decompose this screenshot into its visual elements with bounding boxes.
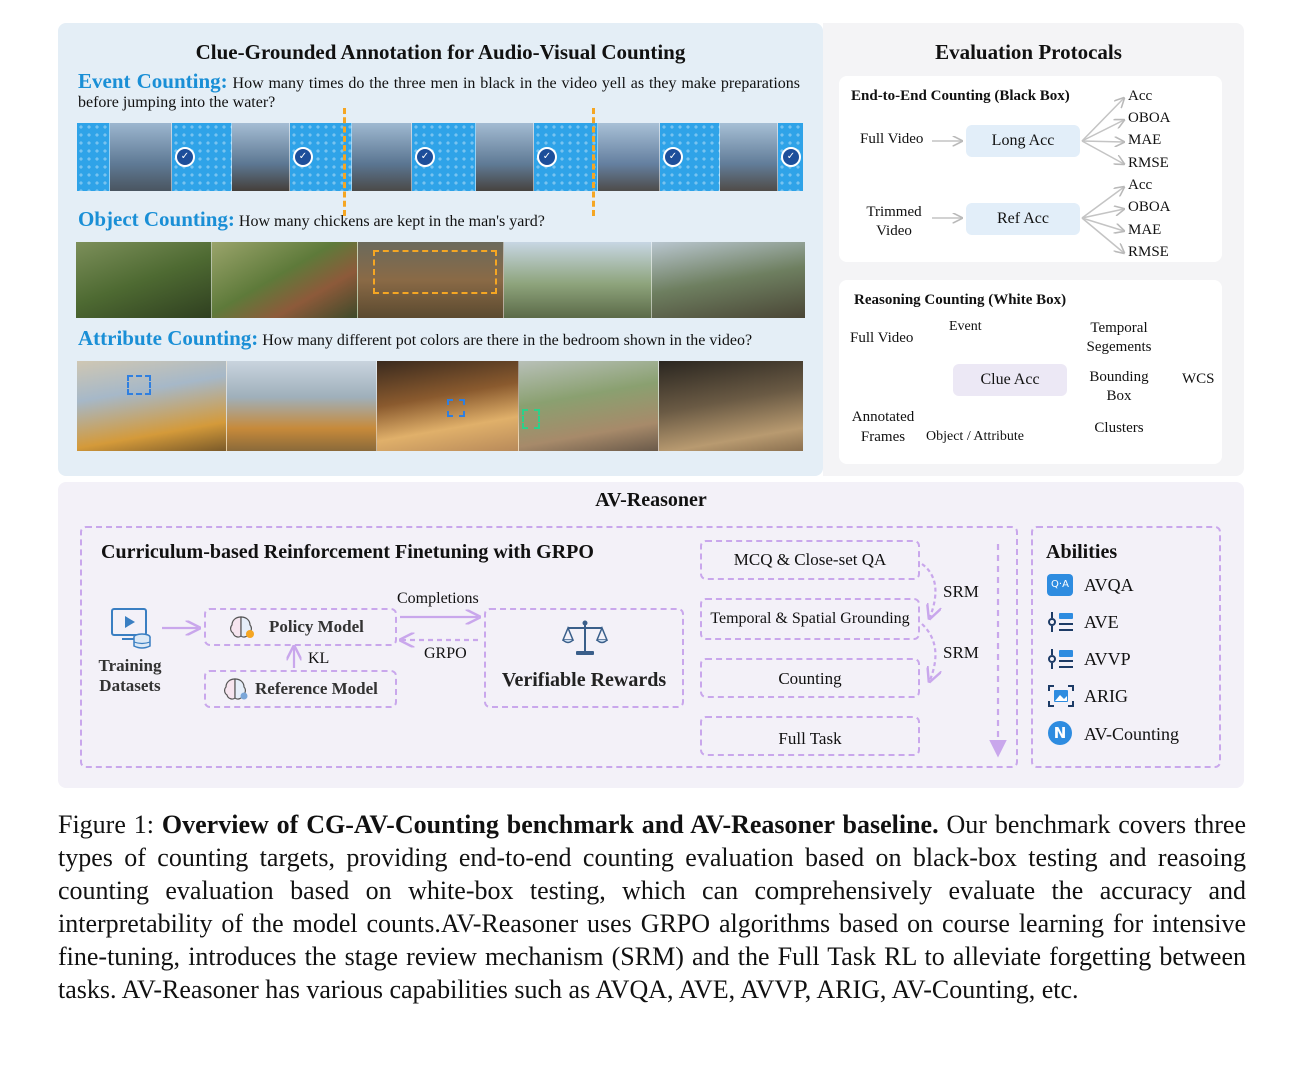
- annotation-title: Clue-Grounded Annotation for Audio-Visual Counting: [195, 40, 686, 64]
- attribute-counting-label: Attribute Counting:: [78, 326, 259, 350]
- edge-label-event: Event: [949, 319, 982, 334]
- stage-counting: Counting: [778, 669, 842, 688]
- trimmed-line1: Trimmed: [866, 204, 922, 220]
- grpo-label: GRPO: [424, 645, 467, 662]
- clue-temporal-line2: Segements: [1086, 339, 1152, 355]
- verifiable-rewards-label: Verifiable Rewards: [501, 669, 667, 691]
- check-icon: ✓: [293, 147, 313, 167]
- object-counting-text: How many chickens are kept in the man's yard?: [238, 213, 545, 230]
- check-icon: ✓: [175, 147, 195, 167]
- check-icon: ✓: [537, 147, 557, 167]
- annotated-frames-input: [846, 407, 920, 447]
- clue-bbox-line2: Box: [1106, 388, 1132, 404]
- event-counting-text: How many times do the three men in black in the video yell as they make preparations before jumping into the water?: [78, 75, 800, 111]
- clue-temporal-line1: Temporal: [1090, 320, 1148, 336]
- metric-rmse: RMSE: [1128, 155, 1169, 171]
- abilities-title: Abilities: [1046, 541, 1118, 563]
- metric-acc: Acc: [1128, 177, 1153, 193]
- object-counting-label: Object Counting:: [78, 207, 235, 231]
- clue-acc-node: Clue Acc: [953, 364, 1067, 396]
- annotated-line1: Annotated: [851, 409, 915, 425]
- clue-bounding-box: [1076, 368, 1162, 406]
- check-icon: ✓: [781, 147, 801, 167]
- metric-mae: MAE: [1128, 132, 1162, 148]
- metric-oboa: OBOA: [1128, 199, 1171, 215]
- caption-prefix: Figure 1:: [58, 810, 162, 839]
- event-list-icon: [1047, 610, 1075, 634]
- metric-mae: MAE: [1128, 222, 1162, 238]
- ability-avvp: AVVP: [1084, 649, 1131, 669]
- training-line2: Datasets: [99, 676, 161, 695]
- reasoner-title: AV-Reasoner: [595, 489, 707, 511]
- srm-label-2: SRM: [943, 643, 979, 662]
- metric-acc: Acc: [1128, 88, 1153, 104]
- stage-full-task: Full Task: [778, 729, 842, 748]
- training-line1: Training: [98, 656, 162, 675]
- evaluation-title: Evaluation Protocals: [935, 40, 1122, 64]
- clue-bbox-line1: Bounding: [1089, 369, 1149, 385]
- full-video-input: Full Video: [850, 330, 914, 346]
- reference-model-label: Reference Model: [255, 679, 378, 698]
- metric-oboa: OBOA: [1128, 110, 1171, 126]
- black-box-title: End-to-End Counting (Black Box): [851, 88, 1070, 104]
- attribute-counting-text: How many different pot colors are there in the bedroom shown in the video?: [262, 332, 753, 349]
- curriculum-title: Curriculum-based Reinforcement Finetuning with GRPO: [101, 541, 594, 563]
- counter-icon: N: [1048, 721, 1072, 745]
- kl-label: KL: [308, 650, 330, 667]
- annotated-line2: Frames: [860, 429, 906, 445]
- caption-body: Our benchmark covers three types of counting targets, providing end-to-end counting evaluation based on black-box testing and reasoing counting evaluation based on white-box testing, which can comprehensively evaluate the accuracy and interpretability of the model counts.AV-Reasoner uses GRPO algorithms based on course learning for intensive fine-tuning, introduces the stage review mechanism (SRM) and the Full Task RL to alleviate forgetting between tasks. AV-Reasoner has various capabilities such as AVQA, AVE, AVVP, ARIG, AV-Counting, etc.: [58, 810, 1246, 1004]
- ability-av-counting: AV-Counting: [1084, 724, 1180, 744]
- edge-label-object-attribute: Object / Attribute: [926, 429, 1024, 444]
- check-icon: ✓: [415, 147, 435, 167]
- qa-icon: Q·A: [1047, 574, 1073, 596]
- parse-list-icon: [1047, 647, 1075, 671]
- caption-bold: Overview of CG-AV-Counting benchmark and AV-Reasoner baseline.: [161, 810, 939, 839]
- policy-model-label: Policy Model: [269, 617, 364, 636]
- trimmed-line2: Video: [876, 223, 912, 239]
- ability-ave: AVE: [1084, 612, 1119, 632]
- completions-label: Completions: [397, 590, 479, 607]
- ability-avqa: AVQA: [1084, 575, 1134, 595]
- figure-caption: [58, 808, 1246, 1006]
- stage-grounding: Temporal & Spatial Grounding: [710, 610, 910, 627]
- white-box-title: Reasoning Counting (White Box): [854, 292, 1067, 308]
- clue-temporal: [1076, 319, 1162, 357]
- image-grounding-icon: [1047, 684, 1075, 708]
- stage-mcq: MCQ & Close-set QA: [733, 550, 887, 569]
- ref-acc-node: Ref Acc: [966, 203, 1080, 235]
- clue-clusters: Clusters: [1094, 420, 1144, 436]
- metric-rmse: RMSE: [1128, 244, 1169, 260]
- srm-label-1: SRM: [943, 582, 979, 601]
- check-icon: ✓: [663, 147, 683, 167]
- ability-arig: ARIG: [1084, 686, 1128, 706]
- long-acc-node: Long Acc: [966, 125, 1080, 157]
- event-counting-label: Event Counting:: [78, 69, 228, 93]
- full-video-input: Full Video: [860, 131, 924, 147]
- wcs-output: WCS: [1182, 371, 1215, 387]
